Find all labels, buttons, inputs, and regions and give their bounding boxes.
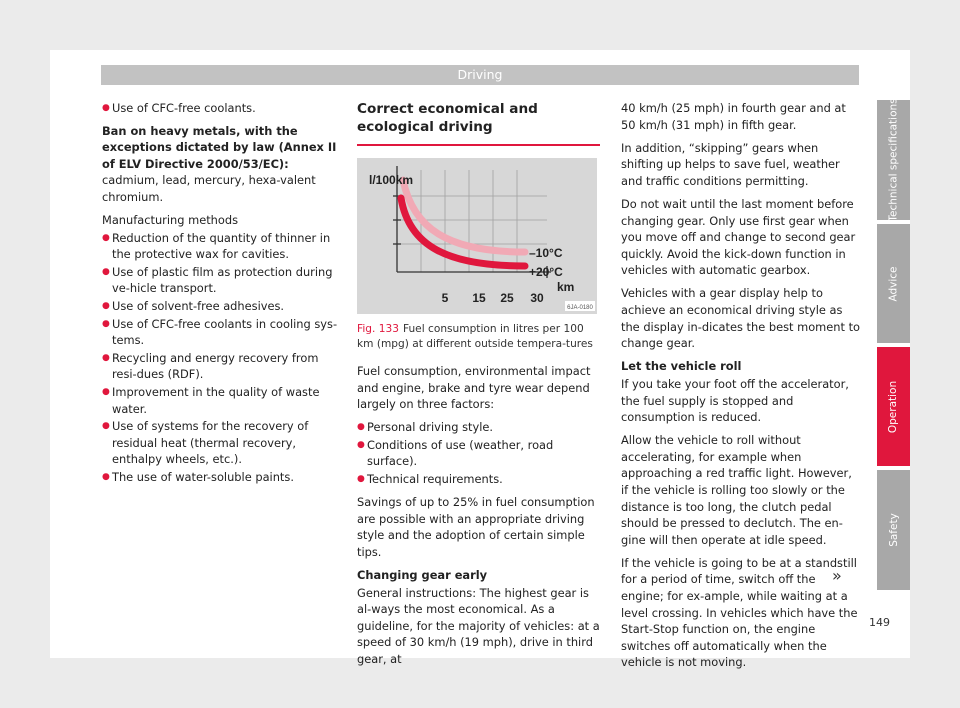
paragraph: Fuel consumption, environmental impact and engine, brake and tyre wear depend largely on three factors: <box>357 364 591 412</box>
figure-caption <box>357 322 600 351</box>
list-item: ● Personal driving style. <box>357 419 600 436</box>
manufacturing-heading: Manufacturing methods <box>102 213 239 228</box>
x-axis-label: km <box>557 280 575 294</box>
list-item: ● Reduction of the quantity of thinner in the protective wax for cavities. <box>102 230 342 263</box>
list-item: ● Conditions of use (weather, road surface). <box>357 437 600 470</box>
tab-label: Operation <box>887 380 900 433</box>
paragraph: 40 km/h (25 mph) in fourth gear and at 50 km/h (31 mph) in fifth gear. <box>621 101 846 132</box>
tab-label: Advice <box>887 265 900 302</box>
x-tick-label: 5 <box>441 291 449 305</box>
list-item: ● Use of CFC-free coolants in cooling sys-tems. <box>102 316 342 349</box>
list-item: ● Technical requirements. <box>357 471 600 488</box>
tab-safety[interactable] <box>877 470 910 590</box>
column-left <box>102 100 342 487</box>
tab-label: Technical specifications <box>887 98 900 222</box>
curve-plus-20 <box>401 198 525 266</box>
x-tick-label: 30 <box>530 291 544 305</box>
curve-label: –10°C <box>529 246 563 260</box>
chapter-header: Driving <box>101 65 859 85</box>
list-item: ● Recycling and energy recovery from resi-dues (RDF). <box>102 350 342 383</box>
column-right <box>621 100 861 678</box>
tab-label: Safety <box>887 513 900 547</box>
x-tick-label: 15 <box>472 291 486 305</box>
paragraph: Vehicles with a gear display help to achieve an economical driving style as the display in-dicates the best moment to change gear. <box>621 286 861 351</box>
figure-number: Fig. 133 <box>357 323 399 335</box>
ban-paragraph <box>102 123 342 206</box>
tab-advice[interactable] <box>877 224 910 343</box>
curve-label: +20°C <box>529 265 563 279</box>
section-title: Correct economical and ecological driving <box>357 100 600 146</box>
list-item: ● Use of CFC-free coolants. <box>102 100 342 117</box>
ban-text: cadmium, lead, mercury, hexa-valent chromium. <box>102 173 316 204</box>
list-item: ● The use of water-soluble paints. <box>102 469 342 486</box>
tab-operation[interactable] <box>877 347 910 466</box>
y-axis-label: l/100km <box>369 173 414 187</box>
tab-technical-specifications[interactable] <box>877 100 910 220</box>
list-item: ● Use of plastic film as protection during ve-hicle transport. <box>102 264 342 297</box>
figure-code: 6JA-0180 <box>567 305 593 311</box>
paragraph: If you take your foot off the accelerator, the fuel supply is stopped and consumption is reduced. <box>621 376 849 425</box>
paragraph: General instructions: The highest gear is al-ways the most economical. As a guideline, for the majority of vehicles: at a speed of 30 km/h (19 mph), drive in third gear, at <box>357 585 600 666</box>
caption-text: Fuel consumption in litres per 100 km (mpg) at different outside tempera-tures <box>357 323 593 350</box>
ban-heading: Ban on heavy metals, with the exceptions dictated by law (Annex II of ELV Directive 2000/53/EC): <box>102 123 337 171</box>
list-item: ● Use of systems for the recovery of residual heat (thermal recovery, enthalpy wheels, etc.). <box>102 418 342 468</box>
fuel-consumption-figure <box>357 158 597 314</box>
paragraph: Savings of up to 25% in fuel consumption are possible with an appropriate driving style and the adoption of certain simple tips. <box>357 495 595 559</box>
paragraph: Allow the vehicle to roll without accelerating, for example when approaching a red traffic light. However, if the vehicle is rolling too slowly or the distance is too long, the clutch pedal should be pressed to declutch. The en-gine will then operate at idle speed. <box>621 433 852 547</box>
column-middle <box>357 100 600 674</box>
paragraph: In addition, “skipping” gears when shifting up helps to save fuel, weather and traffic conditions permitting. <box>621 140 840 188</box>
fuel-consumption-diagram <box>357 158 597 314</box>
gear-heading: Changing gear early <box>357 568 488 583</box>
list-item: ● Use of solvent-free adhesives. <box>102 298 342 315</box>
page-number: 149 <box>869 616 890 629</box>
list-item: ● Improvement in the quality of waste water. <box>102 384 342 417</box>
paragraph: Do not wait until the last moment before changing gear. Only use first gear when you move off and change to second gear quickly. Avoid the kick-down function in vehicles with automatic gearbox. <box>621 196 856 278</box>
paragraph: If the vehicle is going to be at a standstill for a period of time, switch off the engine; for ex-ample, while waiting at a level crossing. In vehicles which have the Start-Stop function on, the engine switches off automatically when the vehicle is not moving. <box>621 555 858 670</box>
roll-heading: Let the vehicle roll <box>621 359 742 374</box>
continue-arrow-icon: » <box>832 566 842 585</box>
x-tick-label: 25 <box>500 291 514 305</box>
